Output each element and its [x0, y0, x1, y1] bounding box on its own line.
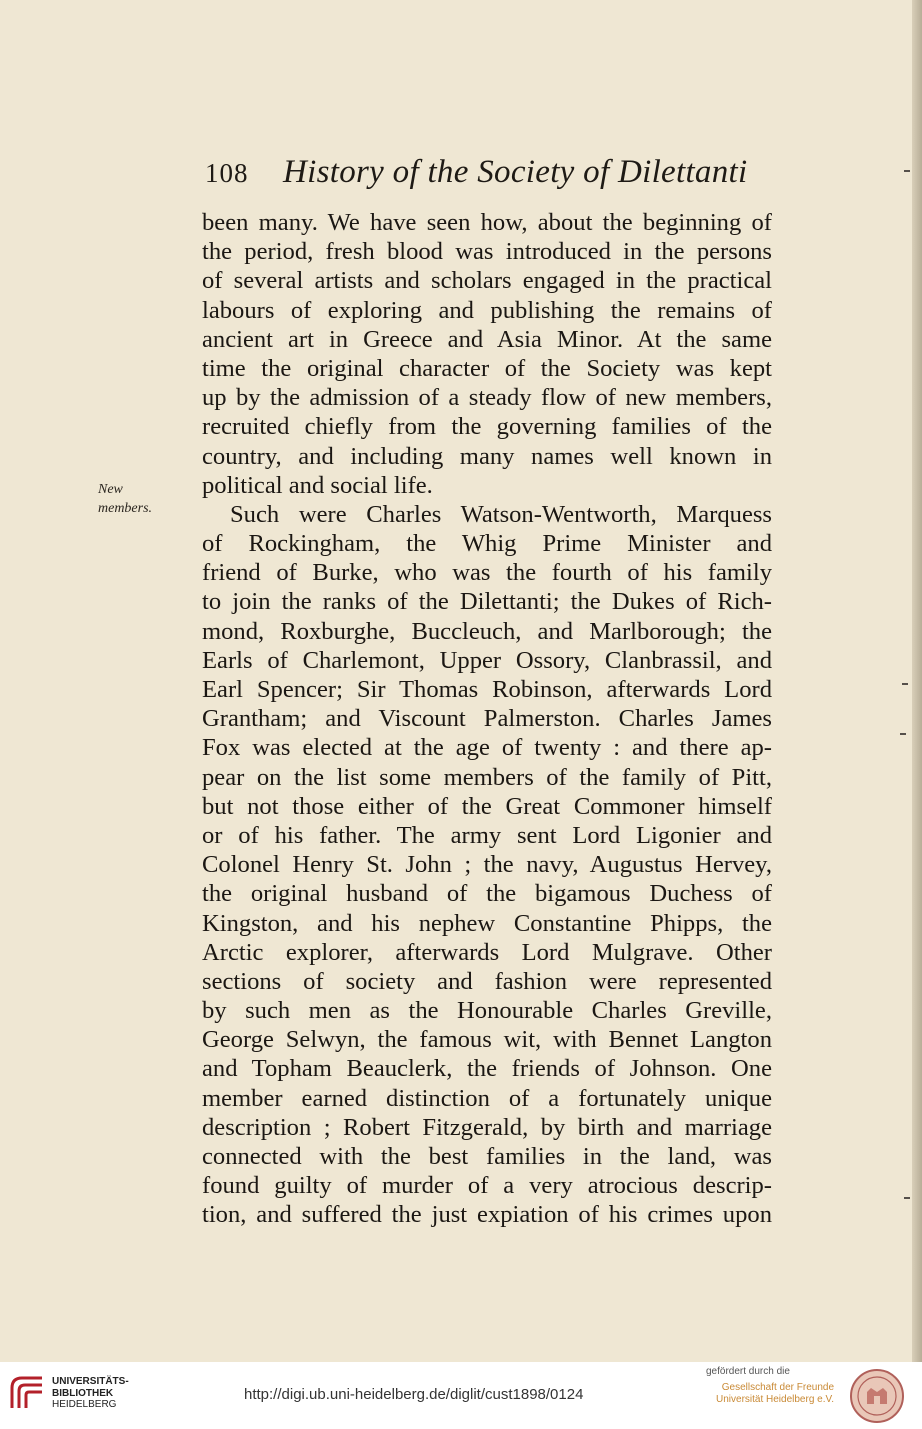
edge-mark: [900, 733, 906, 735]
text-line: but not those either of the Great Commoner himself: [202, 792, 772, 820]
text-line: time the original character of the Society was kept: [202, 354, 772, 382]
margin-note: [98, 480, 188, 518]
text-line: Such were Charles Watson-Wentworth, Marquess: [230, 500, 772, 528]
margin-note-line: New: [98, 482, 123, 497]
text-line: friend of Burke, who was the fourth of his family: [202, 559, 772, 587]
text-line: up by the admission of a steady flow of new members,: [202, 384, 772, 412]
text-line: by such men as the Honourable Charles Greville,: [202, 997, 772, 1025]
edge-mark: [902, 683, 908, 685]
text-line: mond, Roxburghe, Buccleuch, and Marlborough; the: [202, 617, 772, 645]
text-line: Earl Spencer; Sir Thomas Robinson, afterwards Lord: [202, 676, 772, 703]
text-line: Colonel Henry St. John ; the navy, Augustus Hervey,: [202, 851, 772, 879]
text-line: found guilty of murder of a very atrocious descrip-: [202, 1172, 772, 1200]
text-line: and Topham Beauclerk, the friends of Johnson. One: [202, 1055, 772, 1083]
text-line: Fox was elected at the age of twenty : and there ap-: [202, 734, 772, 762]
text-line: George Selwyn, the famous wit, with Bennet Langton: [202, 1026, 772, 1054]
footer-bar: [0, 1362, 922, 1429]
text-line: the original husband of the bigamous Duchess of: [202, 880, 772, 908]
university-seal-icon: [849, 1368, 905, 1424]
page-header: [203, 152, 771, 198]
body-text: [202, 208, 772, 1230]
text-line: been many. We have seen how, about the beginning of: [202, 209, 772, 236]
edge-mark: [904, 1197, 910, 1199]
text-line: of several artists and scholars engaged in the practical: [202, 267, 772, 295]
text-line: recruited chiefly from the governing families of the: [202, 413, 772, 441]
margin-note-line: members.: [98, 501, 153, 516]
text-line: Kingston, and his nephew Constantine Phipps, the: [202, 909, 772, 937]
text-line: pear on the list some members of the family of Pitt,: [202, 763, 772, 791]
edge-mark: [904, 170, 910, 172]
library-name: [52, 1376, 129, 1411]
text-line: labours of exploring and publishing the remains of: [202, 296, 772, 324]
sponsor-label: gefördert durch die: [706, 1366, 790, 1377]
text-line: political and social life.: [202, 471, 433, 499]
text-line: Grantham; and Viscount Palmerston. Charles James: [202, 705, 772, 733]
text-line: the period, fresh blood was introduced in the persons: [202, 238, 772, 266]
text-line: to join the ranks of the Dilettanti; the Dukes of Rich-: [202, 588, 772, 616]
sponsor-name-line: Gesellschaft der Freunde: [721, 1382, 835, 1393]
page-number: 108: [205, 158, 249, 188]
text-line: or of his father. The army sent Lord Ligonier and: [202, 821, 772, 849]
library-name-line: HEIDELBERG: [52, 1399, 117, 1410]
text-line: Arctic explorer, afterwards Lord Mulgrave. Other: [202, 938, 772, 966]
library-name-line: BIBLIOTHEK: [52, 1387, 114, 1399]
text-line: country, and including many names well known in: [202, 442, 772, 470]
library-name-line: UNIVERSITÄTS-: [52, 1376, 129, 1387]
text-line: member earned distinction of a fortunately unique: [202, 1084, 772, 1112]
running-title: History of the Society of Dilettanti: [283, 154, 748, 190]
text-line: sections of society and fashion were represented: [202, 967, 772, 995]
text-line: tion, and suffered the just expiation of his crimes upon: [202, 1201, 772, 1229]
text-line: ancient art in Greece and Asia Minor. At the same: [202, 325, 772, 353]
text-line: connected with the best families in the land, was: [202, 1143, 772, 1170]
sponsor-name-line: Universität Heidelberg e.V.: [716, 1394, 835, 1405]
text-line: Earls of Charlemont, Upper Ossory, Clanbrassil, and: [202, 646, 772, 674]
text-line: of Rockingham, the Whig Prime Minister and: [202, 530, 772, 558]
ub-heidelberg-logo-icon: [8, 1374, 46, 1412]
page-edge-shadow: [912, 0, 922, 1362]
sponsor-name: [716, 1382, 834, 1406]
source-url-link[interactable]: http://digi.ub.uni-heidelberg.de/diglit/cust1898/0124: [244, 1386, 584, 1403]
text-line: description ; Robert Fitzgerald, by birth and marriage: [202, 1113, 772, 1141]
